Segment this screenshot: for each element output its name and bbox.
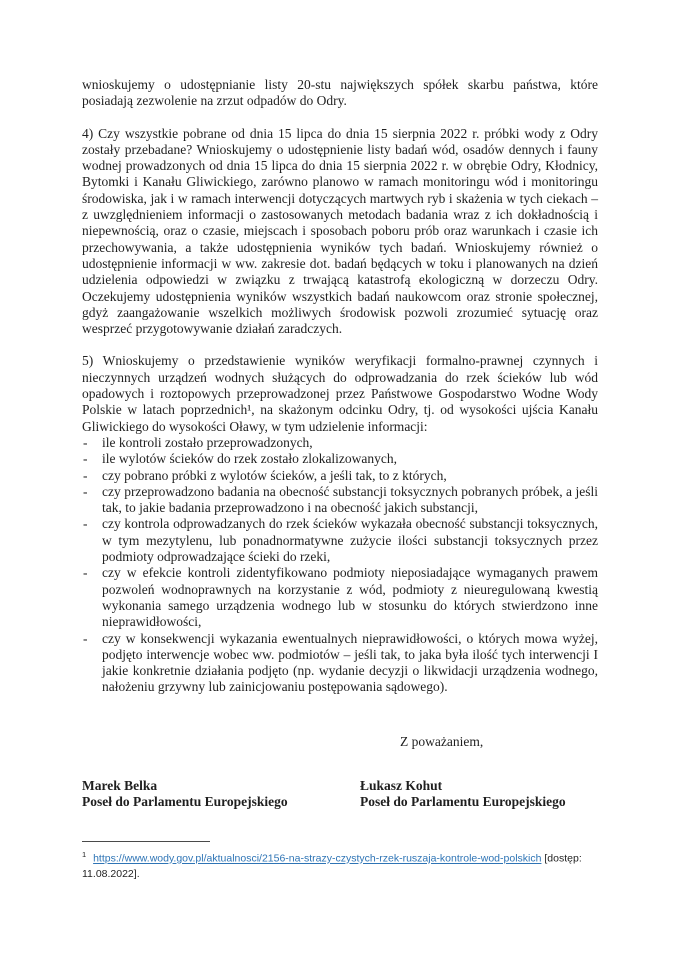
footnote-marker: 1 xyxy=(82,850,87,859)
signatory-name: Marek Belka xyxy=(82,777,158,793)
bullet-marker: - xyxy=(83,630,88,646)
list-item-text: czy kontrola odprowadzanych do rzek ścieków wykazała obecność substancji toksycznych, w tym mezytylenu, lub ponadnormatywne zużycie ilości substancji toksycznych przez podmioty odprowadzające ścieki do rzeki, xyxy=(102,516,598,565)
list-item-text: czy w efekcie kontroli zidentyfikowano podmioty nieposiadające wymaganych prawem pozwoleń wodnoprawnych na korzystanie z wód, podmioty z nieuregulowaną kwestią wykonania samego urządzenia wodnego lub w stosunku do których stwierdzono inne nieprawidłowości, xyxy=(102,565,598,630)
bullet-marker: - xyxy=(83,451,88,467)
list-item-text: ile kontroli zostało przeprowadzonych, xyxy=(102,434,313,450)
list-item xyxy=(82,516,598,565)
signature-right xyxy=(360,778,598,811)
closing-salutation: Z poważaniem, xyxy=(400,733,484,749)
point4-paragraph: 4) Czy wszystkie pobrane od dnia 15 lipca do dnia 15 sierpnia 2022 r. próbki wody z Odry zostały przebadane? Wnioskujemy o udostępnienie listy badań wód, osadów dennych i fauny wodnej prowadzonych od dnia 15 lipca do dnia 15 sierpnia 2022 r. w obrębie Odry, Kłodnicy, Bytomki i Kanału Gliwickiego, zarówno planowo w ramach monitoringu wód i monitoringu środowiska, jak i w ramach interwencji dotyczących martwych ryb i skażenia w tych ciekach – z uwzględnieniem informacji o zastosowanych metodach badania wraz z ich dokładnością i niepewnością, oraz o czasie, miejscach i sposobach poboru prób oraz warunkach i czasie ich przechowywania, a także udostępnienia wyników tych badań. Wnioskujemy również o udostępnienie informacji w ww. zakresie dot. badań będących w toku i planowanych na dzień udzielenia odpowiedzi w związku z trwającą katastrofą ekologiczną w dorzeczu Odry. Oczekujemy udostępnienia wyników wszystkich badań naukowcom oraz stronie społecznej, gdyż zaangażowanie wszelkich możliwych środowisk pozwoli zrozumieć sytuację oraz wesprzeć przygotowywanie działań zaradczych. xyxy=(82,125,598,337)
bullet-marker: - xyxy=(83,483,88,499)
list-item xyxy=(82,484,598,517)
footnote-access-date: [dostęp: 11.08.2022]. xyxy=(82,852,582,880)
signatory-title: Poseł do Parlamentu Europejskiego xyxy=(360,794,566,810)
list-item xyxy=(82,468,598,484)
list-item xyxy=(82,451,598,467)
signatory-title: Poseł do Parlamentu Europejskiego xyxy=(82,794,288,810)
intro-paragraph: wnioskujemy o udostępnianie listy 20-stu największych spółek skarbu państwa, które posiadają zezwolenie na zrzut odpadów do Odry. xyxy=(82,77,598,109)
signature-block xyxy=(82,778,598,811)
point5-list xyxy=(82,435,598,696)
list-item-text: czy przeprowadzono badania na obecność substancji toksycznych pobranych próbek, a jeśli tak, to jakie badania przeprowadzono i na obecność jakich substancji, xyxy=(102,483,598,516)
list-item xyxy=(82,565,598,630)
bullet-marker: - xyxy=(83,467,88,483)
footnote-link[interactable]: https://www.wody.gov.pl/aktualnosci/2156-na-strazy-czystych-rzek-ruszaja-kontrole-wod-polskich xyxy=(93,852,542,865)
footnote-text xyxy=(82,847,599,882)
list-item xyxy=(82,435,598,451)
list-item-text: ile wylotów ścieków do rzek zostało zlokalizowanych, xyxy=(102,451,398,467)
footnote xyxy=(82,841,599,882)
list-item xyxy=(82,631,598,696)
bullet-marker: - xyxy=(83,516,88,532)
list-item-text: czy pobrano próbki z wylotów ścieków, a jeśli tak, to z których, xyxy=(102,467,447,483)
footnote-divider xyxy=(82,841,210,842)
bullet-marker: - xyxy=(83,565,88,581)
point5-intro-paragraph: 5) Wnioskujemy o przedstawienie wyników weryfikacji formalno-prawnej czynnych i nieczynnych urządzeń wodnych służących do odprowadzania do rzek ścieków lub wód opadowych i roztopowych przeprowadzonej przez Państwowe Gospodarstwo Wodne Wody Polskie w latach poprzednich¹, na skażonym odcinku Odry, tj. od wysokości ujścia Kanału Gliwickiego do wysokości Oławy, w tym udzielenie informacji: xyxy=(82,353,598,434)
signatory-name: Łukasz Kohut xyxy=(360,777,443,793)
list-item-text: czy w konsekwencji wykazania ewentualnych nieprawidłowości, o których mowa wyżej, podjęto interwencje wobec ww. podmiotów – jeśli tak, to jaka była ilość tych interwencji I jakie konkretnie działania podjęto (np. wydanie decyzji o likwidacji urządzenia wodnego, nałożeniu grzywny lub zainicjowaniu postępowania sądowego). xyxy=(102,630,598,695)
bullet-marker: - xyxy=(83,434,88,450)
signature-left xyxy=(82,778,360,811)
